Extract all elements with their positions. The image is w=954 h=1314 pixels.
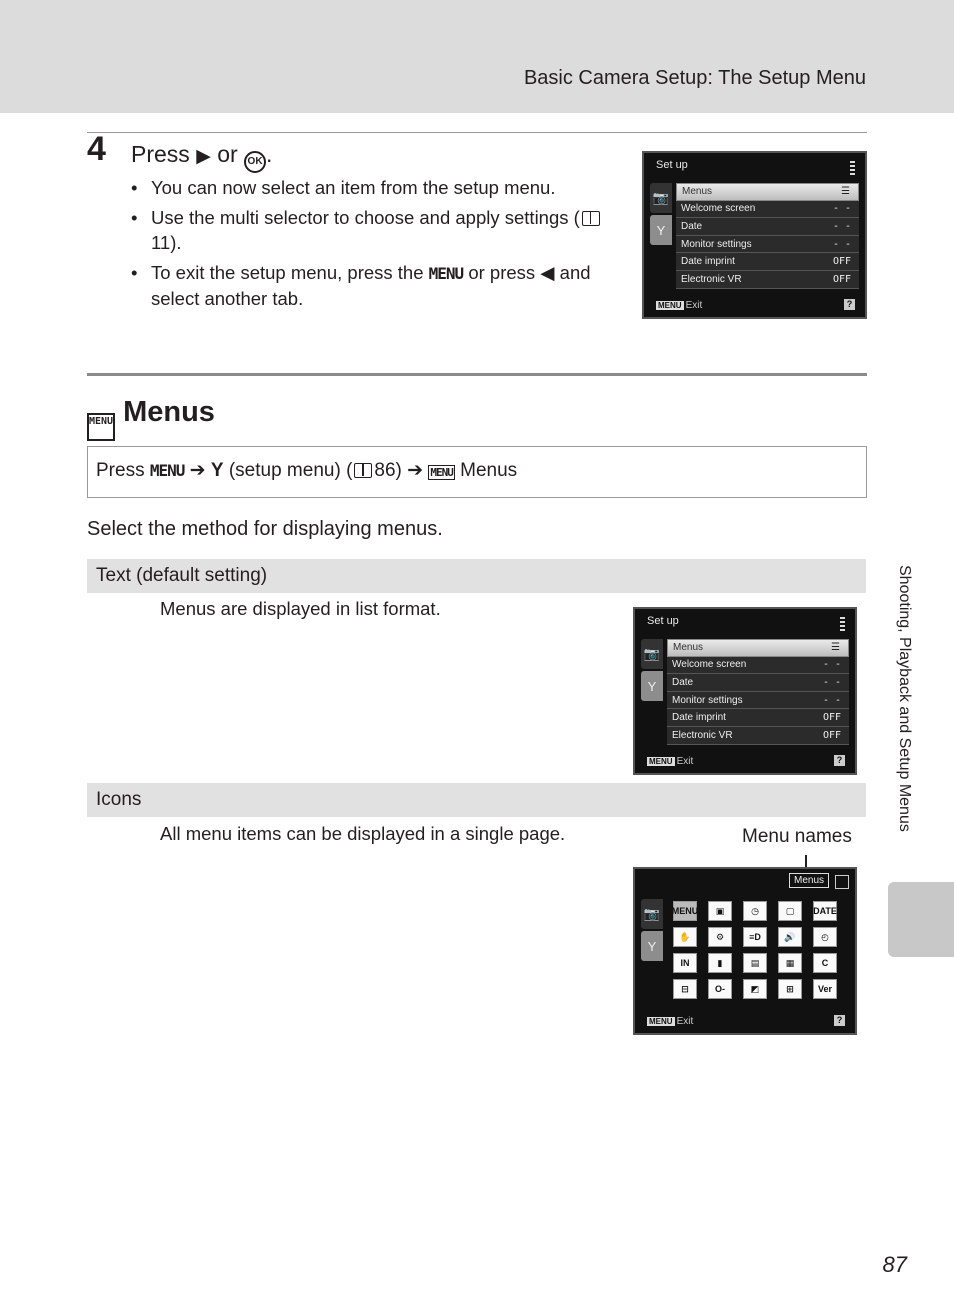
language-icon: ▮ (708, 953, 732, 973)
path-text: ) (395, 460, 402, 481)
row-value: - - (822, 659, 841, 671)
path-text: Press (96, 460, 145, 481)
bullet-text: and select another tab. (151, 262, 591, 309)
af-assist-icon: ≡D (743, 927, 767, 947)
row-value: ☰ (831, 642, 840, 654)
date-imprint-icon: DATE (813, 901, 837, 921)
step-or: or (217, 141, 238, 167)
wrench-tab-icon: Y (641, 931, 663, 961)
sound-settings-icon: 🔊 (778, 927, 802, 947)
bullet-item (131, 205, 621, 255)
menus-icon: MENU (87, 413, 115, 441)
step-period: . (266, 141, 273, 167)
wrench-icon: Y (210, 460, 224, 481)
video-mode-icon: ▤ (743, 953, 767, 973)
menu-button-icon: MENU (649, 1017, 673, 1026)
row-label: Date (672, 676, 694, 688)
menu-row (676, 183, 859, 201)
screen-footer (647, 756, 693, 767)
row-value: OFF (822, 729, 841, 741)
screen-footer (647, 1016, 693, 1027)
section-title (87, 396, 215, 441)
path-text: (setup menu) ( (228, 460, 353, 481)
bullet-text: or press (468, 262, 536, 283)
menu-row (667, 674, 849, 692)
screen-title: Set up (647, 615, 679, 627)
row-value: - - (822, 694, 841, 706)
menu-row (676, 271, 859, 289)
bullet-text: Use the multi selector to choose and apply settings ( (151, 207, 580, 228)
exit-label: Exit (676, 1016, 694, 1027)
bullet-text: You can now select an item from the setup menu. (151, 177, 556, 198)
step-bullets (131, 175, 621, 316)
step-press: Press (131, 141, 190, 167)
screen-menu-list (667, 639, 849, 745)
camera-screen-setup-2 (633, 607, 857, 775)
menu-row (676, 201, 859, 219)
side-section-label: Shooting, Playback and Setup Menus (896, 565, 913, 832)
row-label: Menus (682, 186, 713, 198)
menu-row (667, 692, 849, 710)
motion-detection-icon: ⚙ (708, 927, 732, 947)
eye-fi-icon: ⊟ (673, 979, 697, 999)
arrow-icon: ➔ (189, 460, 206, 481)
monitor-settings-icon: ▢ (778, 901, 802, 921)
section-title-text: Menus (123, 396, 215, 428)
menu-button-icon: MENU (149, 461, 185, 480)
menu-row (667, 709, 849, 727)
electronic-vr-icon: ✋ (673, 927, 697, 947)
format-memory-icon: IN (673, 953, 697, 973)
exit-label: Exit (685, 300, 703, 311)
welcome-screen-icon: ▣ (708, 901, 732, 921)
screen-tabs (641, 899, 661, 963)
help-icon: ? (834, 1015, 845, 1026)
option-icons-title: Icons (87, 783, 866, 817)
camera-tab-icon: 📷 (641, 639, 663, 669)
row-value: - - (822, 676, 841, 688)
wrench-tab-icon: Y (650, 215, 672, 245)
bullet-item (131, 175, 621, 200)
callout-menu-names: Menu names (742, 826, 852, 847)
option-text-title: Text (default setting) (87, 559, 866, 593)
charge-by-computer-icon: ▦ (778, 953, 802, 973)
menu-button-icon: MENU (658, 301, 682, 310)
bullet-text: To exit the setup menu, press the (151, 262, 424, 283)
left-arrow-icon: ◀ (540, 262, 555, 283)
section-divider (87, 373, 867, 376)
menu-row (667, 727, 849, 745)
book-icon (582, 211, 600, 226)
menu-row (667, 657, 849, 675)
page-ref: 86 (374, 460, 396, 481)
screen-footer (656, 300, 702, 311)
option-text-desc: Menus are displayed in list format. (160, 598, 441, 619)
page-number: 87 (882, 1252, 907, 1277)
row-value: OFF (822, 712, 841, 724)
camera-screen-setup-1 (642, 151, 867, 319)
menu-name-label: Menus (789, 873, 829, 888)
row-label: Welcome screen (681, 203, 756, 215)
scrollbar-icon (850, 161, 855, 177)
firmware-version-icon: Ver (813, 979, 837, 999)
section-lead: Select the method for displaying menus. (87, 518, 443, 540)
menu-button-icon: MENU (428, 264, 464, 283)
row-label: Electronic VR (672, 729, 733, 741)
row-label: Menus (673, 642, 704, 654)
page-ref: 11 (151, 232, 171, 253)
camera-tab-icon: 📷 (650, 183, 672, 213)
option-icons-desc: All menu items can be displayed in a single page. (160, 823, 566, 844)
row-label: Electronic VR (681, 273, 742, 285)
row-value: - - (832, 203, 851, 215)
screen-menu-list (676, 183, 859, 289)
wrench-tab-icon: Y (641, 671, 663, 701)
date-icon: ◷ (743, 901, 767, 921)
menu-row (676, 236, 859, 254)
reset-all-icon: O- (708, 979, 732, 999)
menu-row (667, 639, 849, 657)
row-value: - - (832, 220, 851, 232)
help-icon: ? (844, 299, 855, 310)
blink-warning-icon: C (813, 953, 837, 973)
book-icon (354, 463, 372, 478)
exit-label: Exit (676, 756, 694, 767)
row-label: Monitor settings (681, 238, 752, 250)
ok-button-icon: OK (244, 151, 266, 173)
arrow-icon: ➔ (407, 460, 424, 481)
header-title: Basic Camera Setup: The Setup Menu (523, 67, 866, 89)
screen-tabs (641, 639, 661, 703)
help-icon: ? (834, 755, 845, 766)
row-value: ☰ (841, 186, 850, 198)
menu-icon-grid (673, 901, 837, 999)
step-number: 4 (87, 130, 106, 168)
auto-off-icon: ◴ (813, 927, 837, 947)
bullet-text: ). (170, 232, 182, 253)
row-label: Date imprint (672, 712, 726, 724)
page-header (0, 0, 954, 113)
divider (87, 132, 867, 133)
grid-view-icon (835, 875, 849, 889)
row-value: OFF (832, 256, 851, 268)
row-value: - - (832, 238, 851, 250)
menu-row (676, 218, 859, 236)
camera-tab-icon: 📷 (641, 899, 663, 929)
right-arrow-icon: ▶ (196, 146, 211, 167)
battery-type-icon: ◩ (743, 979, 767, 999)
bullet-item (131, 260, 621, 311)
row-label: Monitor settings (672, 694, 743, 706)
step-heading (131, 141, 272, 173)
row-label: Date (681, 220, 703, 232)
menus-icon: MENU (673, 901, 697, 921)
menus-icon: MENU (430, 466, 453, 479)
menu-row (676, 253, 859, 271)
gps-icon: ⊞ (778, 979, 802, 999)
side-thumb-tab (888, 882, 954, 957)
row-value: OFF (832, 273, 851, 285)
screen-title: Set up (656, 159, 688, 171)
path-text: Menus (460, 460, 518, 481)
row-label: Welcome screen (672, 659, 747, 671)
row-label: Date imprint (681, 256, 735, 268)
menu-button-icon: MENU (649, 757, 673, 766)
camera-screen-icons (633, 867, 857, 1035)
screen-tabs (650, 183, 670, 247)
menu-path-box (87, 446, 867, 498)
scrollbar-icon (840, 617, 845, 633)
